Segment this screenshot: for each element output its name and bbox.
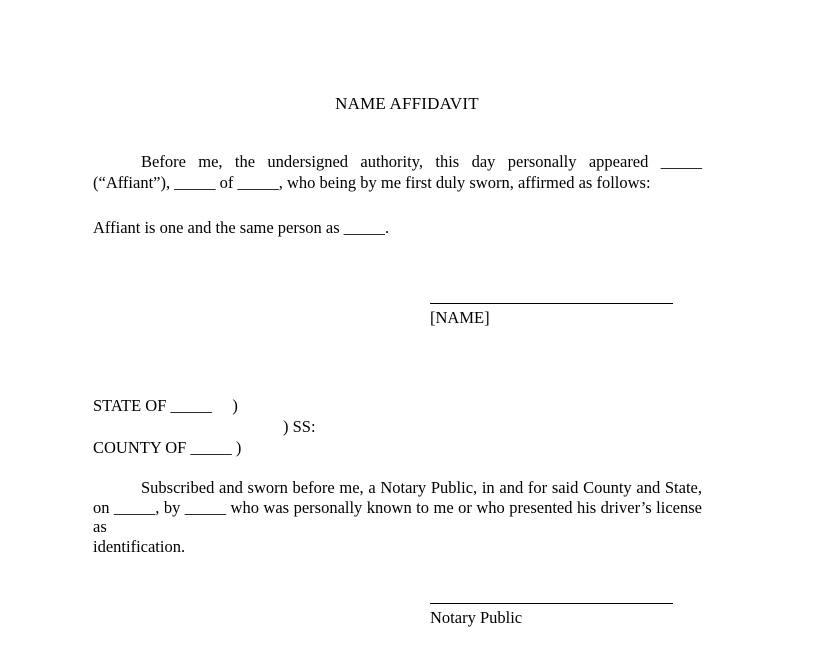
intro-paragraph: Before me, the undersigned authority, this day personally appeared _____ (“Affiant”), _____ of _____, who being by me first duly sworn, affirmed as follows:	[93, 152, 702, 192]
same-person-paragraph: Affiant is one and the same person as _____.	[93, 218, 390, 237]
venue-ss-line: ) SS:	[283, 417, 316, 436]
venue-state-paren: )	[232, 396, 238, 415]
affiant-signature-line	[430, 303, 673, 304]
notary-signature-block	[430, 603, 675, 628]
notary-paragraph	[93, 478, 702, 556]
venue-state-line	[93, 396, 238, 416]
venue-county-line	[93, 438, 241, 458]
notary-signature-line	[430, 603, 673, 604]
notary-paragraph-tail: identification.	[93, 536, 186, 556]
notary-signature-label: Notary Public	[430, 608, 523, 627]
venue-block	[93, 396, 493, 460]
venue-state-text: STATE OF _____	[93, 396, 212, 415]
page-title: NAME AFFIDAVIT	[335, 94, 479, 113]
affiant-signature-block	[430, 303, 675, 328]
venue-county-paren: )	[235, 438, 242, 457]
venue-county-text: COUNTY OF _____	[93, 438, 232, 457]
notary-paragraph-body: Subscribed and sworn before me, a Notary Public, in and for said County and State, on _____, by _____ who was personally known to me or who presented his driver’s license as	[93, 478, 702, 536]
affiant-signature-label: [NAME]	[430, 308, 490, 327]
